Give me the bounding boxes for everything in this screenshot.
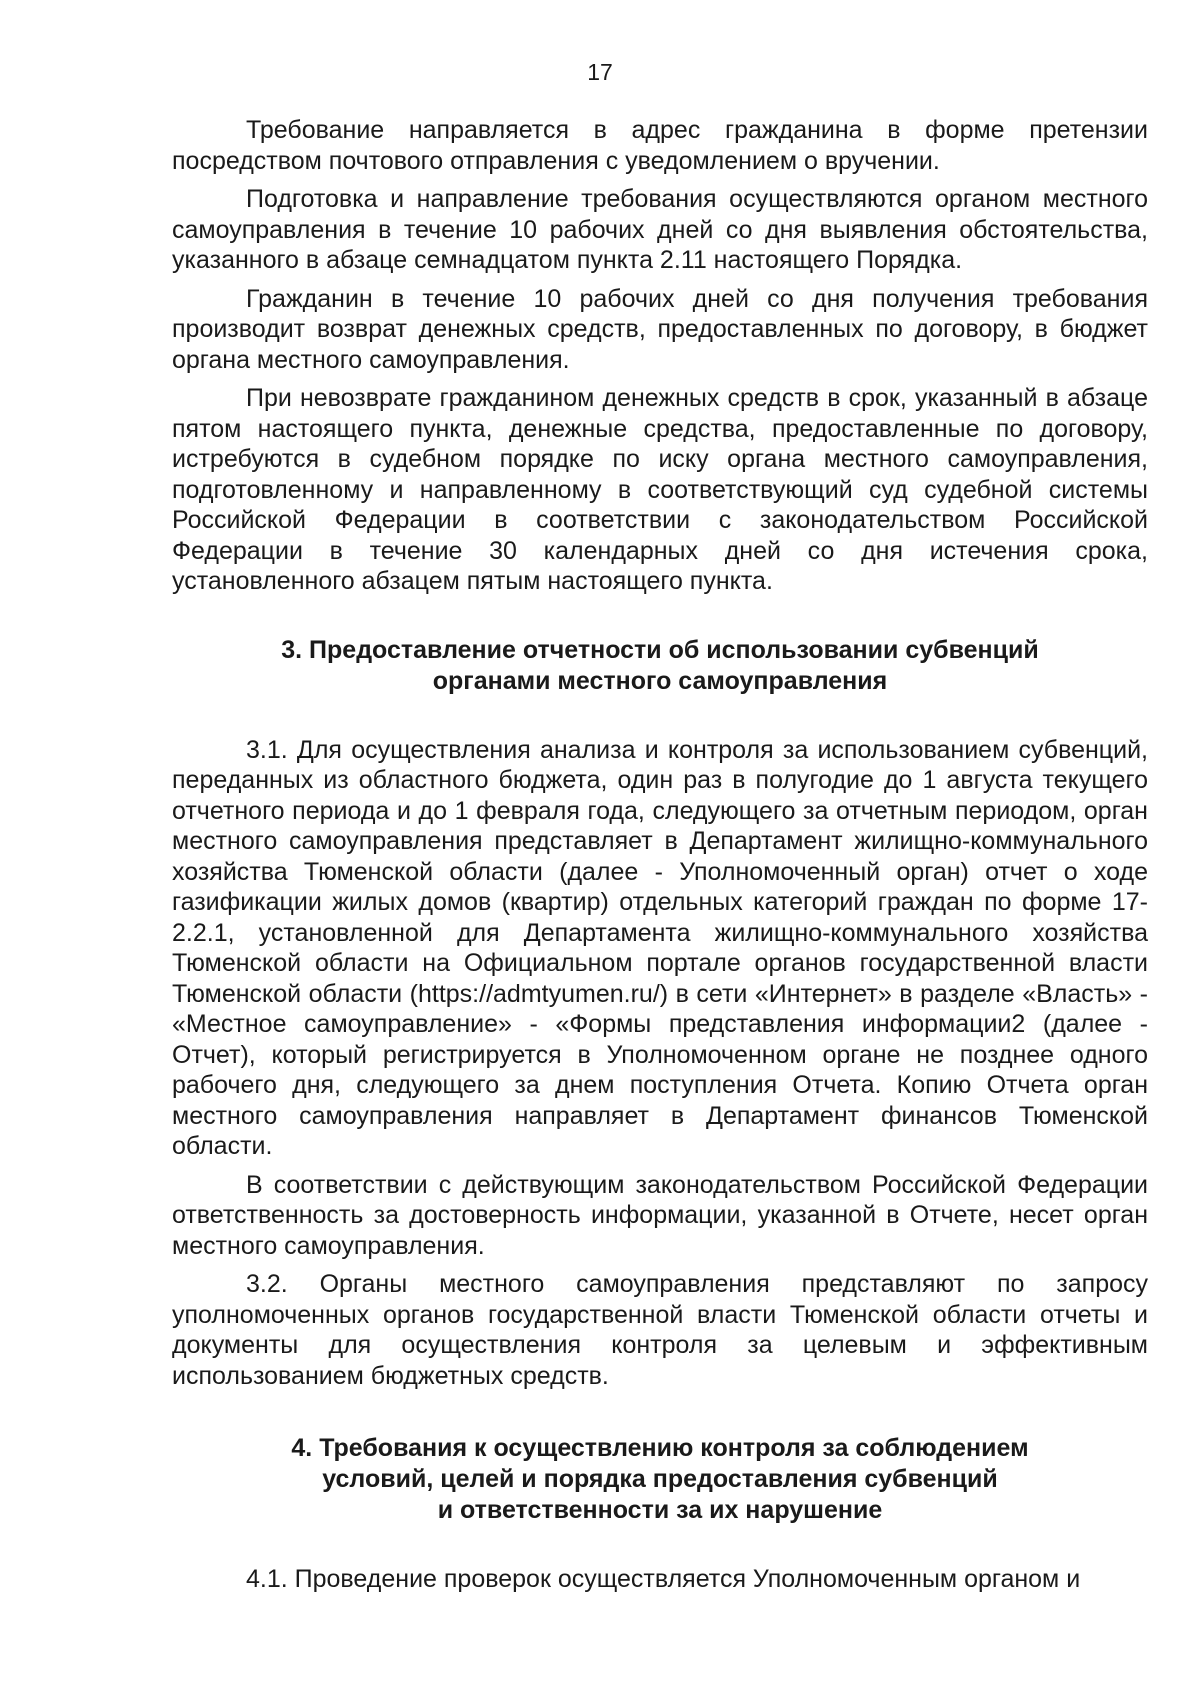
paragraph-4-1: 4.1. Проведение проверок осуществляется Уполномоченным органом и <box>246 1565 1081 1593</box>
paragraph-funds-return: Гражданин в течение 10 рабочих дней со дня получения требования производит возврат денежных средств, предоставленных по договору, в бюджет органа местного самоуправления. <box>172 284 1148 374</box>
paragraph-report-responsibility: В соответствии с действующим законодательством Российской Федерации ответственность за достоверность информации, указанной в Отчете, несет орган местного самоуправления. <box>172 1170 1148 1260</box>
section-3-heading <box>172 635 1148 697</box>
section-4-heading-line-1: 4. Требования к осуществлению контроля за соблюдением <box>291 1434 1029 1462</box>
section-4-heading <box>172 1433 1148 1526</box>
section-4-heading-line-2: условий, целей и порядка предоставления субвенций <box>322 1465 998 1493</box>
paragraph-3-1: 3.1. Для осуществления анализа и контроля за использованием субвенций, переданных из областного бюджета, один раз в полугодие до 1 августа текущего отчетного периода и до 1 февраля года, следующего за отчетным периодом, орган местного самоуправления представляет в Департамент жилищно-коммунального хозяйства Тюменской области (далее - Уполномоченный орган) отчет о ходе газификации жилых домов (квартир) отдельных категорий граждан по форме 17-2.2.1, установленной для Департамента жилищно-коммунального хозяйства Тюменской области на Официальном портале органов государственной власти Тюменской области (https://admtyumen.ru/) в сети «Интернет» в разделе «Власть» - «Местное самоуправление» - «Формы представления информации2 (далее - Отчет), который регистрируется в Уполномоченном органе не позднее одного рабочего дня, следующего за днем поступления Отчета. Копию Отчета орган местного самоуправления направляет в Департамент финансов Тюменской области. <box>172 735 1148 1160</box>
section-3-heading-line-1: 3. Предоставление отчетности об использовании субвенций <box>281 635 1039 664</box>
section-3-heading-line-2: органами местного самоуправления <box>432 666 888 695</box>
page-number: 17 <box>587 59 613 85</box>
paragraph-claim-delivery: Требование направляется в адрес гражданина в форме претензии посредством почтового отправления с уведомлением о вручении. <box>172 116 1148 175</box>
document-body <box>172 115 1148 1603</box>
section-4-heading-line-3: и ответственности за их нарушение <box>437 1496 883 1524</box>
paragraph-claim-preparation: Подготовка и направление требования осуществляются органом местного самоуправления в течение 10 рабочих дней со дня выявления обстоятельства, указанного в абзаце семнадцатом пункта 2.11 настоящего Порядка. <box>172 185 1148 274</box>
paragraph-court-recovery: При невозврате гражданином денежных средств в срок, указанный в абзаце пятом настоящего пункта, денежные средства, предоставленные по договору, истребуются в судебном порядке по иску органа местного самоуправления, подготовленному и направленному в соответствующий суд судебной системы Российской Федерации в соответствии с законодательством Российской Федерации в течение 30 календарных дней со дня истечения срока, установленного абзацем пятым настоящего пункта. <box>172 384 1148 595</box>
paragraph-3-2: 3.2. Органы местного самоуправления представляют по запросу уполномоченных органов государственной власти Тюменской области отчеты и документы для осуществления контроля за целевым и эффективным использованием бюджетных средств. <box>172 1270 1148 1390</box>
